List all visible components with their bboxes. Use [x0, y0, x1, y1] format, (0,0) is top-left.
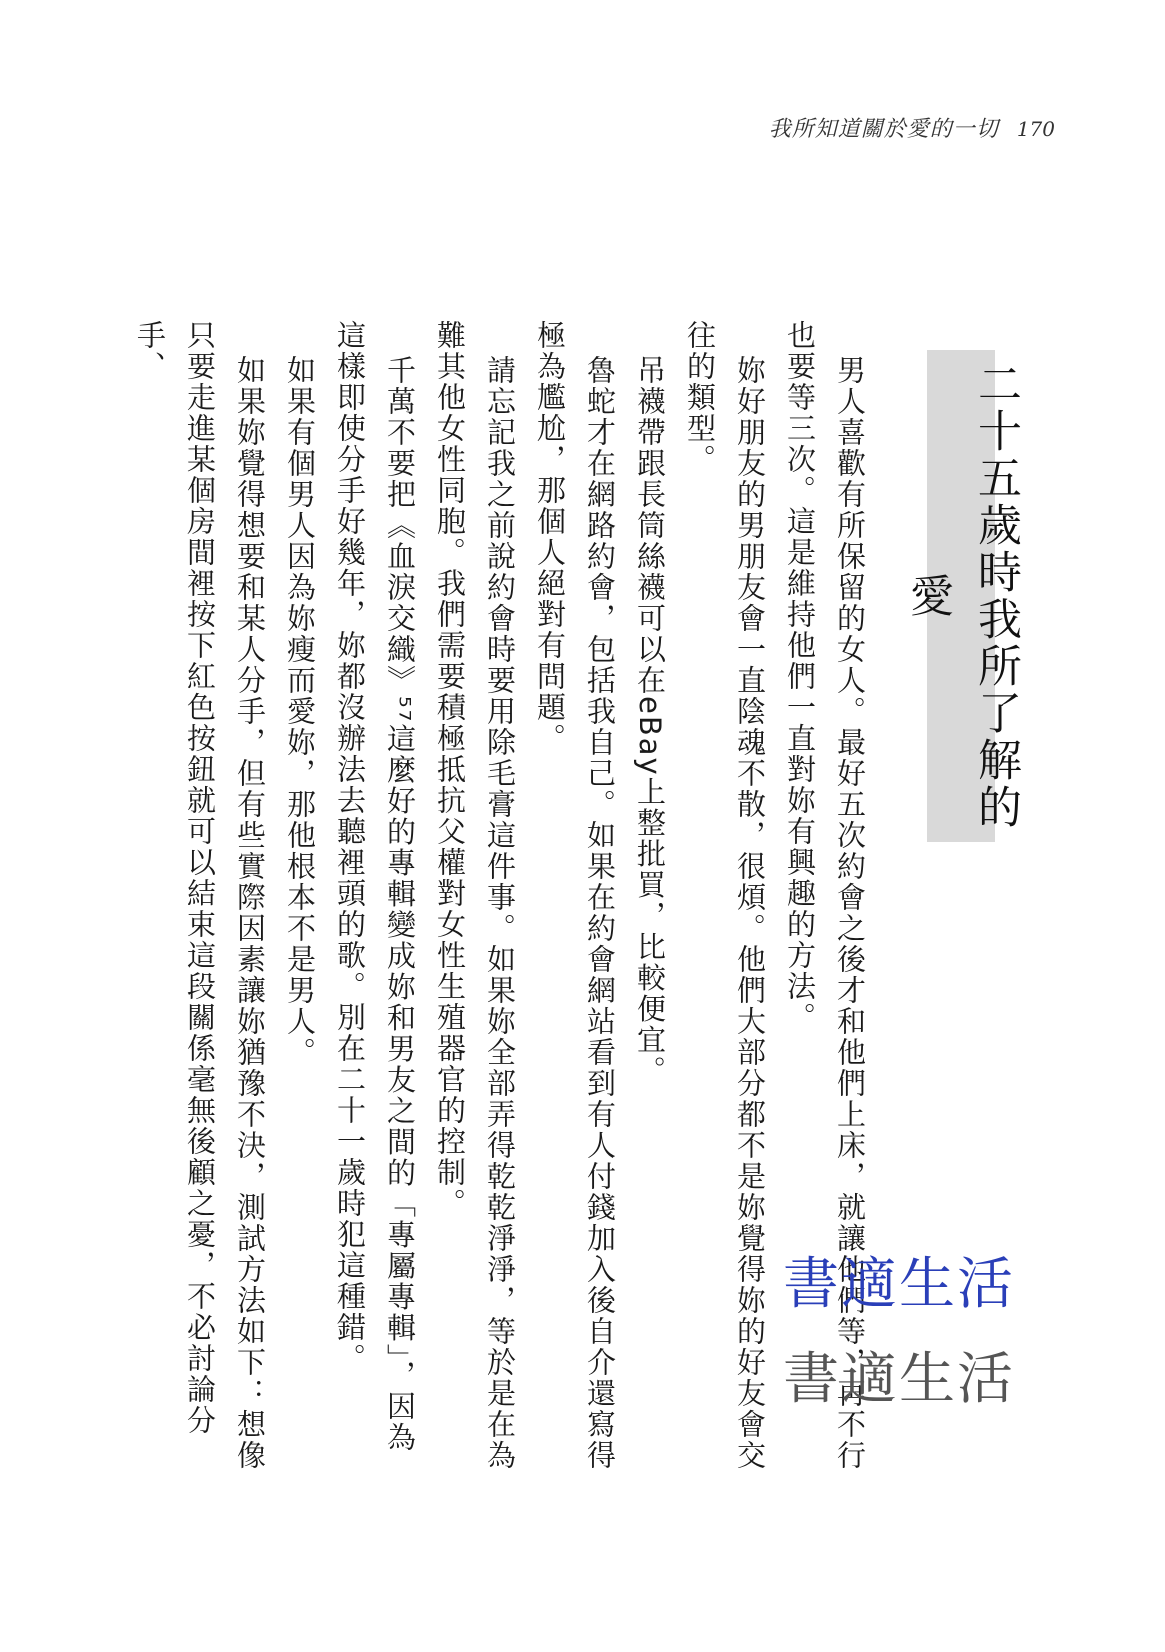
paragraph: 吊襪帶跟長筒絲襪可以在eBay上整批買，比較便宜。 [633, 354, 667, 1087]
page-number: 170 [1016, 117, 1055, 141]
paragraph: 魯蛇才在網路約會，包括我自己。如果在約會網站看到有人付錢加入後自介還寫得極為尷尬，那個人絕對有問題。 [533, 320, 617, 1471]
paragraph: 妳好朋友的男朋友會一直陰魂不散，很煩。他們大部分都不是妳覺得妳的好友會交往的類型。 [683, 320, 767, 1471]
paragraph: 請忘記我之前說約會時要用除毛膏這件事。如果妳全部弄得乾乾淨淨，等於是在為難其他女性同胞。我們需要積極抵抗父權對女性生殖器官的控制。 [433, 320, 517, 1471]
paragraph: 如果妳覺得想要和某人分手，但有些實際因素讓妳猶豫不決，測試方法如下：想像只要走進某個房間裡按下紅色按鈕就可以結束這段關係毫無後顧之憂，不必討論分手、 [133, 320, 267, 1471]
running-title: 我所知道關於愛的一切 [768, 117, 999, 142]
watermark-blue: 書適生活 [783, 1252, 1015, 1317]
running-header [769, 112, 1055, 143]
paragraph: 男人喜歡有所保留的女人。最好五次約會之後才和他們上床，就讓他們等，再不行也要等三次。這是維持他們一直對妳有興趣的方法。 [783, 320, 867, 1471]
chapter-title: 二十五歲時我所了解的愛 [927, 350, 995, 842]
paragraph: 千萬不要把《血淚交織》⁵⁷這麼好的專輯變成妳和男友之間的「專屬專輯」，因為這樣即使分手好幾年，妳都沒辦法去聽裡頭的歌。別在二十一歲時犯這種錯。 [333, 320, 417, 1453]
watermark-gray: 書適生活 [783, 1347, 1015, 1412]
paragraph: 如果有個男人因為妳瘦而愛妳，那他根本不是男人。 [283, 354, 317, 1068]
body-text [125, 320, 875, 1480]
